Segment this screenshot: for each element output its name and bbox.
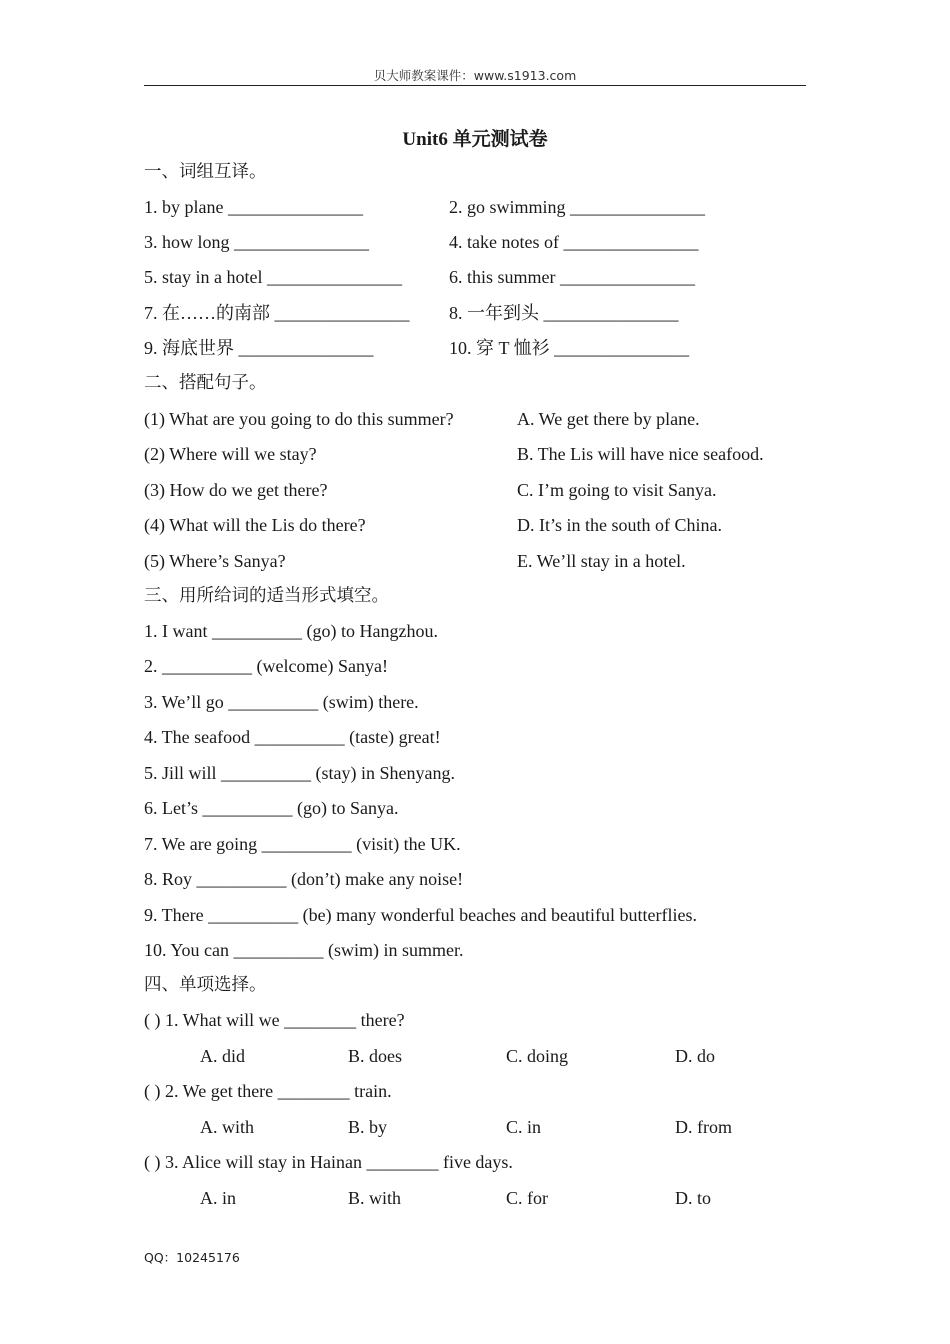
choice-option: B. with bbox=[348, 1188, 402, 1208]
fill-blank-item: 9. There __________ (be) many wonderful beaches and beautiful butterflies. bbox=[144, 905, 697, 925]
match-question: (2) Where will we stay? bbox=[144, 444, 317, 464]
section-4-heading: 四、单项选择。 bbox=[144, 975, 267, 995]
match-answer: D. It’s in the south of China. bbox=[517, 515, 722, 535]
fill-blank-item: 5. Jill will __________ (stay) in Shenyang. bbox=[144, 763, 455, 783]
choice-question-stem: ( ) 2. We get there ________ train. bbox=[144, 1081, 392, 1101]
choice-option: D. from bbox=[675, 1117, 732, 1137]
choice-option: D. to bbox=[675, 1188, 711, 1208]
page-header: 贝大师教案课件：www.s1913.com bbox=[373, 68, 577, 83]
page-footer: QQ：10245176 bbox=[144, 1250, 240, 1265]
choice-option: B. by bbox=[348, 1117, 388, 1137]
translation-item: 1. by plane _______________ bbox=[144, 197, 363, 217]
fill-blank-item: 6. Let’s __________ (go) to Sanya. bbox=[144, 798, 399, 818]
translation-item: 10. 穿 T 恤衫 _______________ bbox=[449, 338, 690, 358]
choice-option: C. in bbox=[506, 1117, 542, 1137]
fill-blank-item: 4. The seafood __________ (taste) great! bbox=[144, 727, 441, 747]
section-3-heading: 三、用所给词的适当形式填空。 bbox=[144, 586, 389, 606]
choice-question-stem: ( ) 1. What will we ________ there? bbox=[144, 1010, 405, 1030]
choice-option: C. doing bbox=[506, 1046, 569, 1066]
match-question: (3) How do we get there? bbox=[144, 480, 328, 500]
match-question: (4) What will the Lis do there? bbox=[144, 515, 366, 535]
translation-item: 4. take notes of _______________ bbox=[449, 232, 699, 252]
fill-blank-item: 3. We’ll go __________ (swim) there. bbox=[144, 692, 419, 712]
choice-option: A. in bbox=[200, 1188, 236, 1208]
match-question: (5) Where’s Sanya? bbox=[144, 551, 286, 571]
fill-blank-item: 10. You can __________ (swim) in summer. bbox=[144, 940, 464, 960]
match-answer: C. I’m going to visit Sanya. bbox=[517, 480, 717, 500]
fill-blank-item: 1. I want __________ (go) to Hangzhou. bbox=[144, 621, 438, 641]
translation-item: 5. stay in a hotel _______________ bbox=[144, 267, 402, 287]
match-answer: E. We’ll stay in a hotel. bbox=[517, 551, 686, 571]
translation-item: 3. how long _______________ bbox=[144, 232, 369, 252]
choice-option: B. does bbox=[348, 1046, 402, 1066]
choice-option: D. do bbox=[675, 1046, 715, 1066]
match-answer: B. The Lis will have nice seafood. bbox=[517, 444, 764, 464]
translation-item: 6. this summer _______________ bbox=[449, 267, 695, 287]
page-title: Unit6 单元测试卷 bbox=[402, 129, 548, 150]
translation-item: 2. go swimming _______________ bbox=[449, 197, 706, 217]
fill-blank-item: 7. We are going __________ (visit) the UK. bbox=[144, 834, 461, 854]
match-question: (1) What are you going to do this summer? bbox=[144, 409, 454, 429]
translation-item: 9. 海底世界 _______________ bbox=[144, 338, 374, 358]
choice-option: A. with bbox=[200, 1117, 254, 1137]
choice-option: C. for bbox=[506, 1188, 548, 1208]
header-divider bbox=[144, 85, 806, 86]
section-1-heading: 一、词组互译。 bbox=[144, 162, 267, 182]
section-2-heading: 二、搭配句子。 bbox=[144, 373, 267, 393]
translation-item: 8. 一年到头 _______________ bbox=[449, 303, 679, 323]
match-answer: A. We get there by plane. bbox=[517, 409, 700, 429]
choice-option: A. did bbox=[200, 1046, 245, 1066]
translation-item: 7. 在……的南部 _______________ bbox=[144, 303, 410, 323]
fill-blank-item: 2. __________ (welcome) Sanya! bbox=[144, 656, 388, 676]
choice-question-stem: ( ) 3. Alice will stay in Hainan ________ five days. bbox=[144, 1152, 513, 1172]
fill-blank-item: 8. Roy __________ (don’t) make any noise! bbox=[144, 869, 464, 889]
